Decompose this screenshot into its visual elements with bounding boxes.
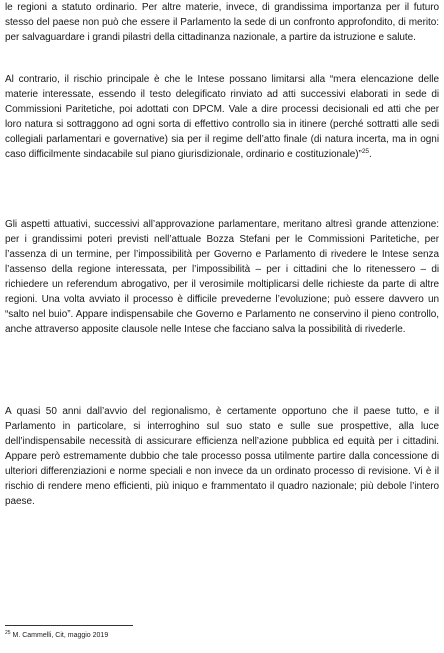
paragraph-1-text: le regioni a statuto ordinario. Per altre materie, invece, di grandissima importanza per il futuro stesso del paese non può che essere il Parlamento la sede di un confronto approfondito, di merito: per salvaguardare i grandi pilastri della cittadinanza nazionale, a partire da istruzione e salute. [5,2,439,43]
paragraph-3-text: Gli aspetti attuativi, successivi all’approvazione parlamentare, meritano altresì grande attenzione: per i grandissimi poteri previsti nell’attuale Bozza Stefani per le Commissioni Paritetiche, per l’assenza di un termine, per l’impossibilità per Governo e Parlamento di rivedere le Intese senza l’assenso della regione interessata, per l’impossibilità – per i cittadini che lo ritenessero – di richiedere un referendum abrogativo, per il verosimile moltiplicarsi delle richieste da parte di altre regioni. Una volta avviato il processo è difficile prevederne l’evoluzione; può essere davvero un “salto nel buio”. Appare indispensabile che Governo e Parlamento ne conservino il pieno controllo, anche attraverso apposite clausole nelle Intese che facciano salva la possibilità di rivederle. [5,219,439,335]
paragraph-4-text: A quasi 50 anni dall’avvio del regionalismo, è certamente opportuno che il paese tutto, e il Parlamento in particolare, si interroghino sul suo stato e sulle sue prospettive, alla luce dell’indispensabile necessità di assicurare efficienza nell’azione pubblica ed equità per i cittadini. Appare però estremamente dubbio che tale processo possa utilmente partire dalla concessione di ulteriori differenziazioni e norme speciali e non invece da un ordinato processo di revisione. Vi è il rischio di rendere meno efficienti, più iniquo e frammentato il quadro nazionale; più debole l’intero paese. [5,406,439,507]
paragraph-1 [5,0,439,45]
footnote-separator [5,625,133,626]
footnote-text: M. Cammelli, Cit, maggio 2019 [10,632,109,639]
footnote-number: 25 [5,630,11,636]
paragraph-2-text: Al contrario, il rischio principale è che le Intese possano limitarsi alla “mera elencazione delle materie interessate, essendo il testo delegificato rinviato ad atti successivi elaborati in sede di Commissioni Paritetiche, poi adottati con DPCM. Vale a dire processi decisionali ed atti che per loro natura si sottraggono ad ogni sorta di effettivo controllo sia in itinere (perché sottratti alle sedi collegiali parlamentari e governative) sia per il regime dell’atto finale (di natura incerta, ma in ogni caso difficilmente sindacabile sul piano giurisdizionale, ordinario e costituzionale)” [5,74,439,160]
paragraph-4 [5,404,439,509]
footnote [5,631,108,641]
paragraph-3 [5,217,439,337]
footnote-reference[interactable]: 25 [361,148,369,155]
paragraph-2: Al contrario, il rischio principale è che le Intese possano limitarsi alla “mera elencazione delle materie interessate, essendo il testo delegificato rinviato ad atti successivi elaborati in sede di Commissioni Paritetiche, poi adottati con DPCM. Vale a dire processi decisionali ed atti che per loro natura si sottraggono ad ogni sorta di effettivo controllo sia in itinere (perché sottratti alle sedi collegiali parlamentari e governative) sia per il regime dell’atto finale (di natura incerta, ma in ogni caso difficilmente sindacabile sul piano giurisdizionale, ordinario e costituzionale)”$^{25}$. [5,74,439,160]
